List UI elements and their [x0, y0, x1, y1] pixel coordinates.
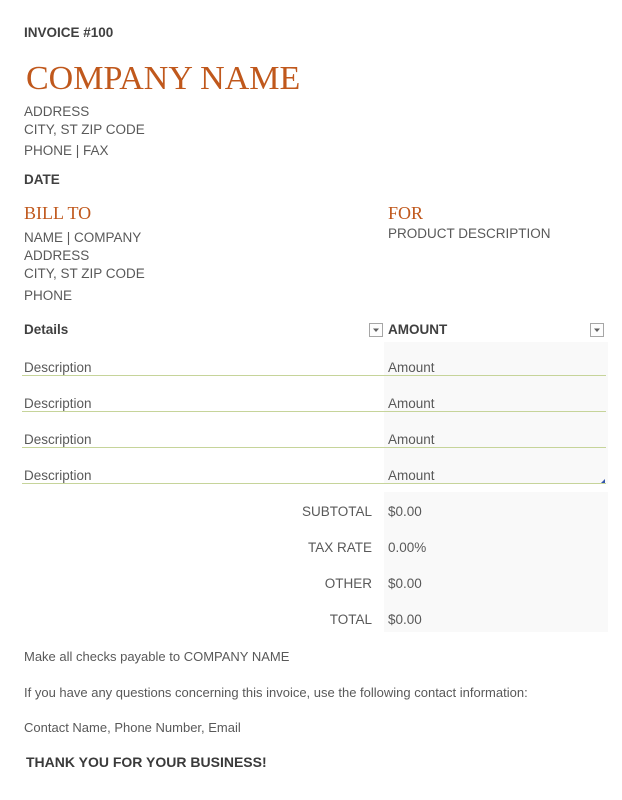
details-filter-button[interactable] — [369, 323, 383, 337]
row-divider — [22, 483, 606, 484]
bill-to-city-line[interactable]: CITY, ST ZIP CODE — [24, 266, 145, 281]
row-description[interactable]: Description — [24, 360, 92, 375]
company-address[interactable]: ADDRESS — [24, 104, 90, 119]
bill-to-phone[interactable]: PHONE — [24, 288, 73, 303]
row-description[interactable]: Description — [24, 468, 92, 483]
bill-to-heading: BILL TO — [24, 203, 92, 223]
product-description[interactable]: PRODUCT DESCRIPTION — [388, 226, 551, 241]
questions-note[interactable]: If you have any questions concerning this invoice, use the following contact information: — [24, 685, 528, 700]
subtotal-value: $0.00 — [388, 504, 422, 519]
date-label[interactable]: DATE — [24, 172, 60, 187]
row-divider — [22, 411, 606, 412]
checks-payable-note[interactable]: Make all checks payable to COMPANY NAME — [24, 649, 290, 664]
thank-you-message[interactable]: THANK YOU FOR YOUR BUSINESS! — [26, 754, 267, 770]
table-resize-handle[interactable] — [601, 479, 605, 483]
other-label: OTHER — [324, 576, 372, 591]
total-label: TOTAL — [329, 612, 372, 627]
invoice-number: INVOICE #100 — [24, 25, 114, 40]
company-name[interactable]: COMPANY NAME — [26, 60, 301, 97]
for-heading: FOR — [388, 203, 424, 223]
row-amount[interactable]: Amount — [388, 432, 435, 447]
row-amount[interactable]: Amount — [388, 396, 435, 411]
other-value[interactable]: $0.00 — [388, 576, 422, 591]
row-divider — [22, 375, 606, 376]
tax-rate-value[interactable]: 0.00% — [388, 540, 427, 555]
row-amount[interactable]: Amount — [388, 360, 435, 375]
contact-info[interactable]: Contact Name, Phone Number, Email — [24, 720, 241, 735]
details-header: Details — [24, 322, 69, 337]
subtotal-label: SUBTOTAL — [301, 504, 372, 519]
bill-to-name-company[interactable]: NAME | COMPANY — [24, 230, 142, 245]
bill-to-address[interactable]: ADDRESS — [24, 248, 90, 263]
row-divider — [22, 447, 606, 448]
row-description[interactable]: Description — [24, 396, 92, 411]
amount-filter-button[interactable] — [590, 323, 604, 337]
row-amount[interactable]: Amount — [388, 468, 435, 483]
tax-rate-label: TAX RATE — [307, 540, 372, 555]
amount-header: AMOUNT — [388, 322, 448, 337]
row-description[interactable]: Description — [24, 432, 92, 447]
total-value: $0.00 — [388, 612, 422, 627]
dropdown-arrow-icon — [591, 324, 603, 336]
company-city-line[interactable]: CITY, ST ZIP CODE — [24, 122, 145, 137]
dropdown-arrow-icon — [370, 324, 382, 336]
company-phone-fax[interactable]: PHONE | FAX — [24, 143, 109, 158]
